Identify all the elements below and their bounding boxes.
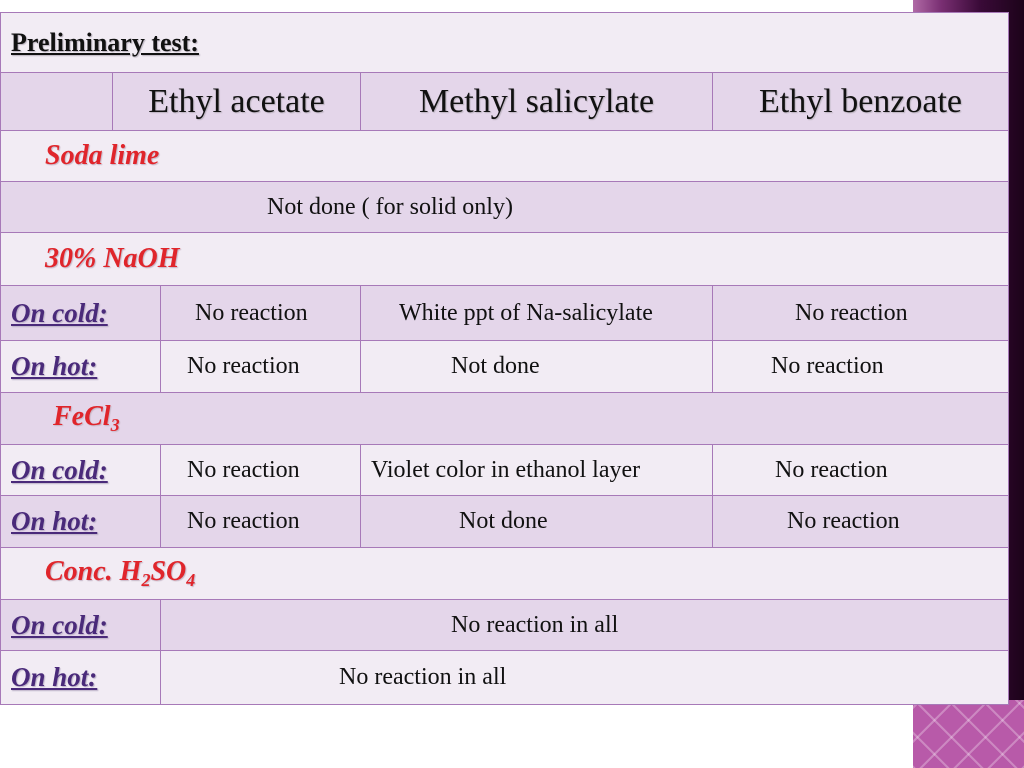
section-row-naoh — [1, 233, 1009, 286]
column-header-row — [1, 73, 1009, 131]
section-label-fecl3 — [1, 393, 1009, 445]
naoh-hot-row — [1, 341, 1009, 393]
fecl3-hot-methyl-salicylate: Not done — [361, 496, 713, 548]
section-label-h2so4 — [1, 548, 1009, 600]
h2so4-cold-row — [1, 600, 1009, 651]
section-row-soda-lime — [1, 131, 1009, 182]
fecl3-hot-ethyl-acetate: No reaction — [161, 496, 361, 548]
fecl3-hot-ethyl-benzoate: No reaction — [713, 496, 1009, 548]
naoh-cold-row — [1, 286, 1009, 341]
naoh-hot-label: On hot: — [1, 341, 161, 393]
h2so4-cold-label: On cold: — [1, 600, 161, 651]
fecl3-cold-ethyl-acetate: No reaction — [161, 445, 361, 496]
fecl3-cold-ethyl-benzoate: No reaction — [713, 445, 1009, 496]
soda-lime-note: Not done ( for solid only) — [1, 182, 1009, 233]
header-empty-cell — [1, 73, 113, 131]
fecl3-cold-label: On cold: — [1, 445, 161, 496]
fecl3-label-main: FeCl — [53, 401, 111, 432]
fecl3-label-subscript: 3 — [110, 415, 120, 435]
h2so4-label-sub1: 2 — [141, 570, 151, 590]
page-title: Preliminary test: — [1, 13, 1009, 73]
naoh-hot-ethyl-acetate: No reaction — [161, 341, 361, 393]
h2so4-hot-label: On hot: — [1, 651, 161, 705]
column-header-ethyl-benzoate: Ethyl benzoate — [713, 73, 1009, 131]
fecl3-hot-label: On hot: — [1, 496, 161, 548]
naoh-cold-ethyl-benzoate: No reaction — [713, 286, 1009, 341]
h2so4-cold-value: No reaction in all — [161, 600, 1009, 651]
column-header-ethyl-acetate: Ethyl acetate — [113, 73, 361, 131]
section-row-h2so4 — [1, 548, 1009, 600]
fecl3-hot-row — [1, 496, 1009, 548]
h2so4-label-a: Conc. H — [45, 556, 142, 587]
preliminary-test-table — [0, 12, 1009, 705]
side-lattice-pattern — [913, 700, 1024, 768]
fecl3-cold-methyl-salicylate: Violet color in ethanol layer — [361, 445, 713, 496]
soda-lime-note-row — [1, 182, 1009, 233]
section-row-fecl3 — [1, 393, 1009, 445]
column-header-methyl-salicylate: Methyl salicylate — [361, 73, 713, 131]
naoh-cold-methyl-salicylate: White ppt of Na-salicylate — [361, 286, 713, 341]
h2so4-label-sub2: 4 — [186, 570, 196, 590]
section-label-soda-lime: Soda lime — [1, 131, 1009, 182]
slide-content — [0, 12, 1008, 705]
section-label-naoh: 30% NaOH — [1, 233, 1009, 286]
naoh-cold-label: On cold: — [1, 286, 161, 341]
naoh-hot-methyl-salicylate: Not done — [361, 341, 713, 393]
naoh-hot-ethyl-benzoate: No reaction — [713, 341, 1009, 393]
fecl3-cold-row — [1, 445, 1009, 496]
naoh-cold-ethyl-acetate: No reaction — [161, 286, 361, 341]
h2so4-label-b: SO — [150, 556, 187, 587]
title-row — [1, 13, 1009, 73]
h2so4-hot-row — [1, 651, 1009, 705]
h2so4-hot-value: No reaction in all — [161, 651, 1009, 705]
